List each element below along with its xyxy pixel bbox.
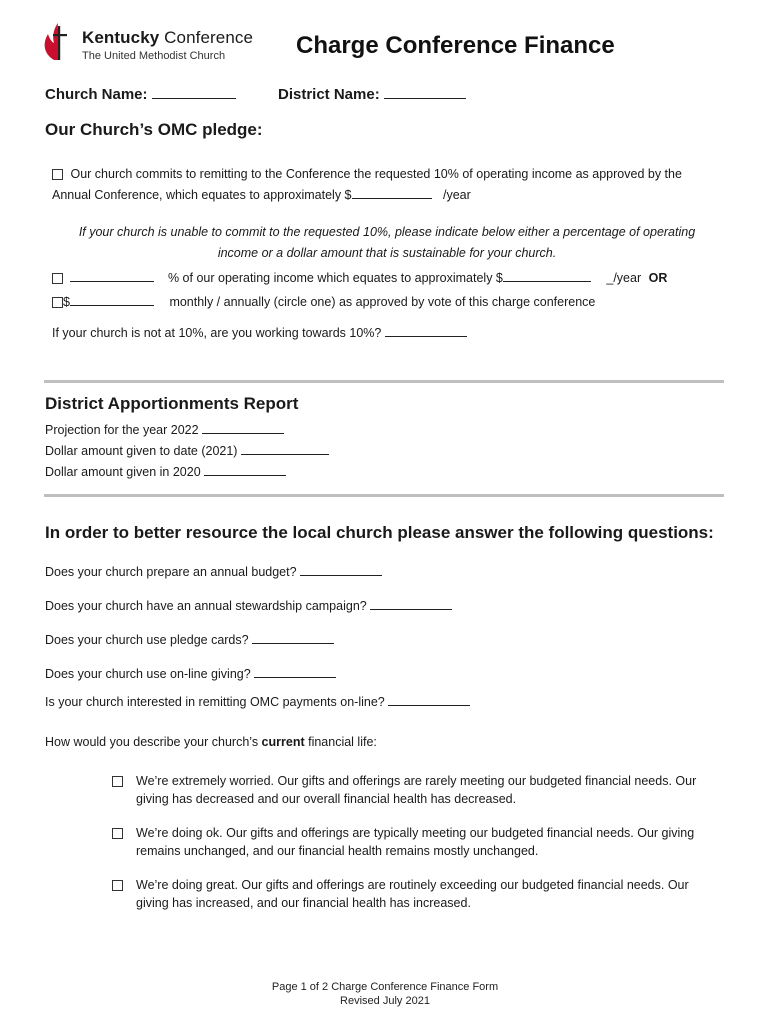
note-line2: income or a dollar amount that is sustainable for your church.	[217, 246, 557, 260]
option-line2: giving has decreased and our overall financial health has decreased.	[136, 792, 517, 806]
commit-amount-blank[interactable]	[352, 186, 432, 199]
note-line1: If your church is unable to commit to the requested 10%, please indicate below either a percentage of operating	[78, 225, 696, 239]
section-divider	[44, 380, 724, 383]
option-line2: remains unchanged, and our financial health remains mostly unchanged.	[136, 844, 539, 858]
question-item	[45, 631, 334, 647]
checkbox-icon[interactable]	[52, 273, 63, 284]
financial-life-emphasis: current	[261, 735, 305, 749]
omc-dollar-option	[52, 292, 732, 313]
page-title: Charge Conference Finance	[296, 32, 615, 59]
question-item	[45, 597, 452, 613]
church-name-blank[interactable]	[152, 86, 236, 99]
option-line1: We’re doing great. Our gifts and offerings are routinely exceeding our budgeted financial needs. Our	[136, 878, 689, 892]
financial-life-text: How would you describe your church’s	[45, 735, 262, 749]
question-text: Does your church use pledge cards?	[45, 633, 249, 647]
option-line1: We’re doing ok. Our gifts and offerings are typically meeting our budgeted financial needs. Our giving	[136, 826, 695, 840]
district-line-blank[interactable]	[241, 442, 329, 455]
district-line	[45, 421, 284, 437]
logo-subtitle: The United Methodist Church	[82, 50, 226, 62]
commit-text-line1: Our church commits to remitting to the Conference the requested 10% of operating income as approved by the	[70, 167, 682, 181]
question-answer-blank[interactable]	[252, 631, 334, 644]
checkbox-icon[interactable]	[52, 297, 63, 308]
district-line-label: Dollar amount given to date (2021)	[45, 444, 238, 458]
checkbox-icon[interactable]	[112, 880, 123, 891]
checkbox-icon[interactable]	[112, 776, 123, 787]
district-heading: District Apportionments Report	[45, 394, 299, 413]
working-answer-blank[interactable]	[385, 324, 467, 337]
omc-note	[52, 222, 722, 264]
district-line-blank[interactable]	[204, 463, 286, 476]
question-text: Is your church interested in remitting OMC payments on-line?	[45, 695, 385, 709]
question-text: Does your church prepare an annual budget?	[45, 565, 297, 579]
percent-text: % of our operating income which equates to approximately $	[167, 271, 503, 285]
page-footer	[0, 980, 770, 1008]
district-line-label: Projection for the year 2022	[45, 423, 199, 437]
dollar-sign: $	[63, 295, 70, 309]
district-line	[45, 442, 329, 458]
footer-revision: Revised July 2021	[340, 995, 430, 1007]
omc-commit-option	[52, 164, 732, 206]
footer-page-number: Page 1 of 2 Charge Conference Finance Form	[271, 981, 499, 993]
cross-and-flame-icon	[42, 22, 68, 62]
question-answer-blank[interactable]	[254, 665, 336, 678]
percent-blank[interactable]	[70, 269, 154, 282]
percent-amount-blank[interactable]	[503, 269, 591, 282]
per-year-label: _/year	[606, 271, 642, 285]
question-text: Does your church have an annual stewardship campaign?	[45, 599, 367, 613]
district-name-label: District Name:	[278, 86, 380, 103]
financial-life-suffix: financial life:	[304, 735, 377, 749]
omc-percent-option	[52, 268, 732, 289]
district-line	[45, 463, 286, 479]
church-name-field[interactable]	[45, 86, 236, 103]
question-item	[45, 563, 382, 579]
working-text: If your church is not at 10%, are you working towards 10%?	[52, 326, 382, 340]
option-line2: giving has increased, and our financial health has increased.	[136, 896, 471, 910]
checkbox-icon[interactable]	[52, 169, 63, 180]
district-name-blank[interactable]	[384, 86, 466, 99]
omc-heading: Our Church’s OMC pledge:	[45, 120, 263, 139]
district-line-label: Dollar amount given in 2020	[45, 465, 201, 479]
option-line1: We’re extremely worried. Our gifts and offerings are rarely meeting our budgeted financial needs. Our	[136, 774, 697, 788]
commit-text-line2: Annual Conference, which equates to approximately $	[52, 188, 352, 202]
or-label: OR	[648, 271, 668, 285]
dollar-amount-blank[interactable]	[70, 293, 154, 306]
district-name-field[interactable]	[278, 86, 466, 103]
per-year-label: /year	[442, 188, 471, 202]
question-item	[45, 693, 470, 709]
conference-logo	[40, 18, 260, 68]
working-towards-question	[52, 323, 732, 344]
question-text: Does your church use on-line giving?	[45, 667, 251, 681]
question-answer-blank[interactable]	[388, 693, 470, 706]
checkbox-icon[interactable]	[112, 828, 123, 839]
church-name-label: Church Name:	[45, 86, 148, 103]
question-item	[45, 665, 336, 681]
dollar-text: monthly / annually (circle one) as approved by vote of this charge conference	[169, 295, 596, 309]
financial-life-question	[45, 735, 377, 749]
question-answer-blank[interactable]	[370, 597, 452, 610]
section-divider	[44, 494, 724, 497]
district-line-blank[interactable]	[202, 421, 284, 434]
logo-title: Kentucky Conference	[82, 28, 254, 47]
question-answer-blank[interactable]	[300, 563, 382, 576]
resource-heading: In order to better resource the local church please answer the following questions:	[45, 523, 714, 542]
